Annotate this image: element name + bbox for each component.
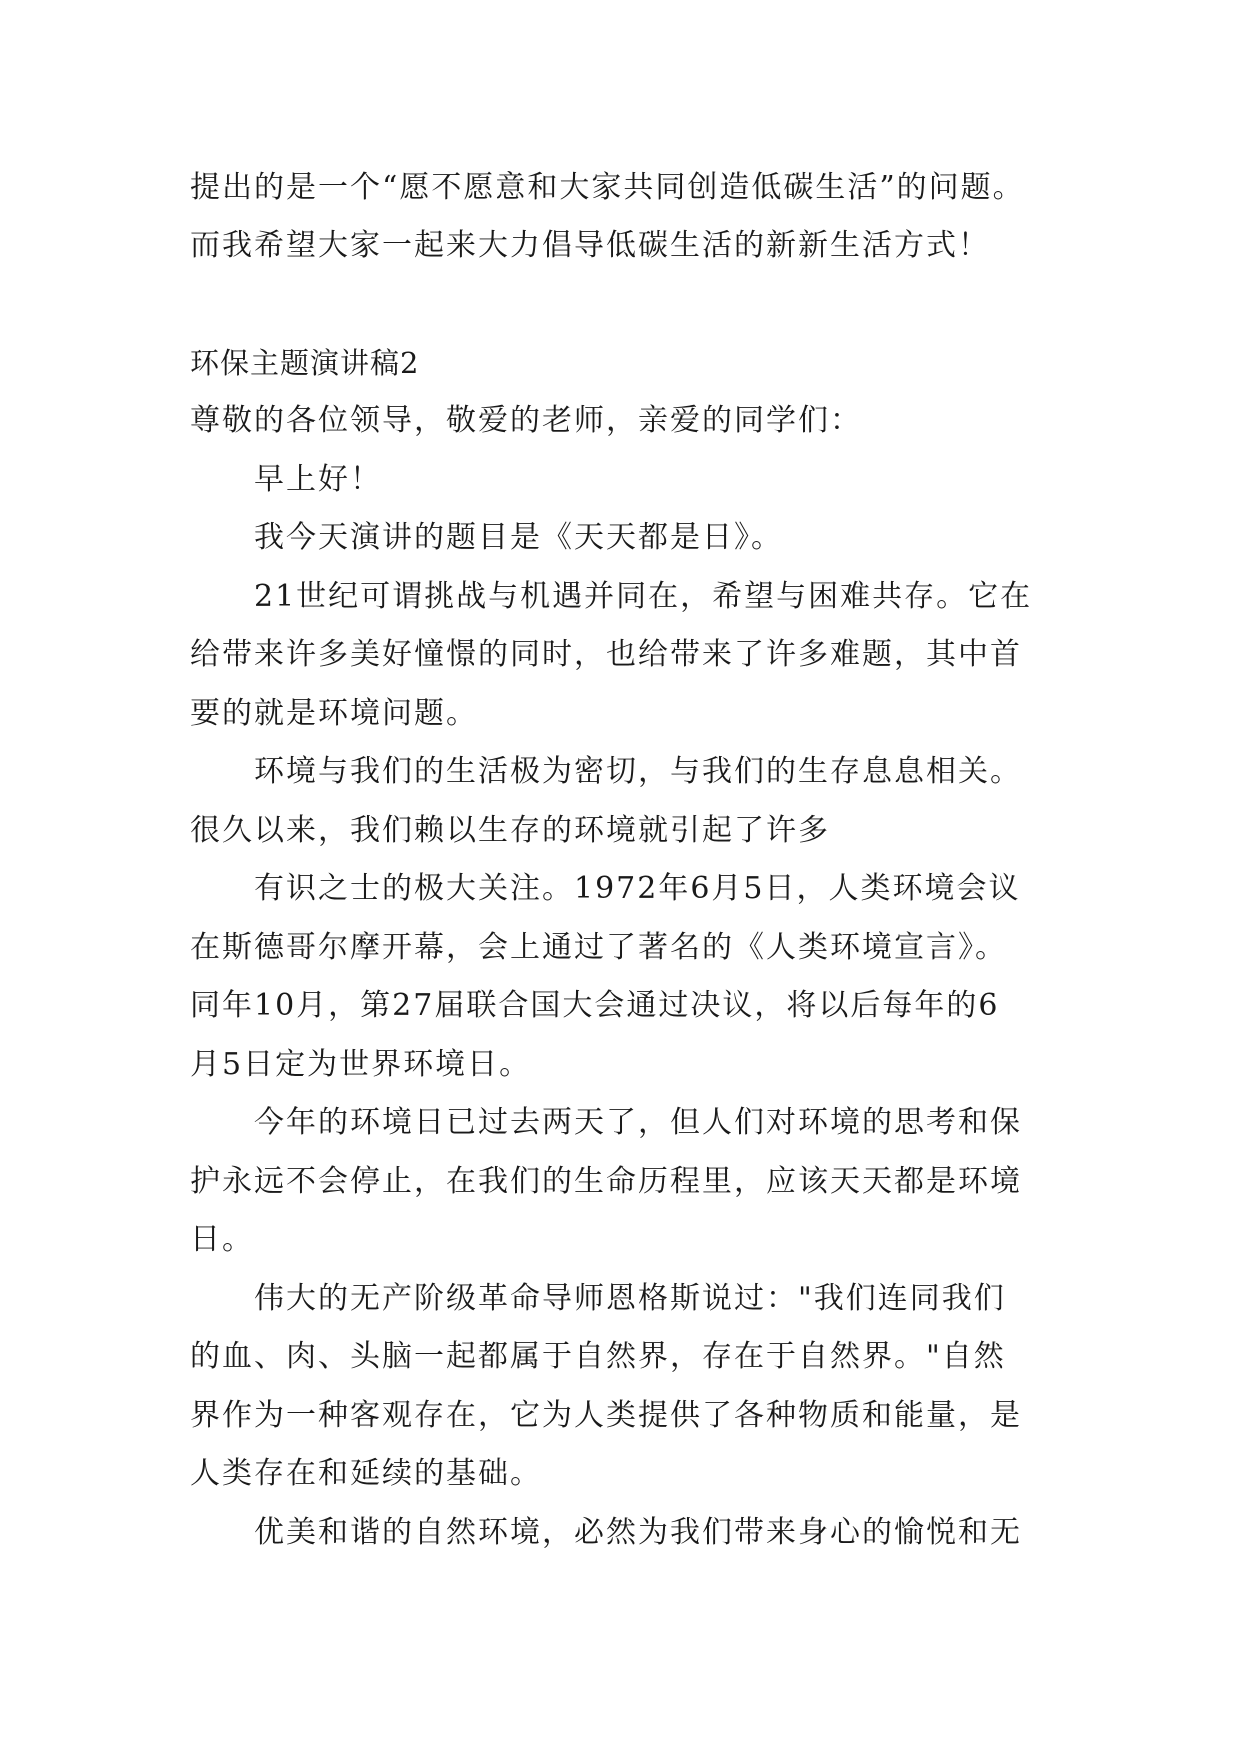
- text-line-18: 日。: [190, 1222, 254, 1257]
- speech-topic: 我今天演讲的题目是《天天都是日》。: [254, 520, 783, 555]
- text-line-13: 在斯德哥尔摩开幕，会上通过了著名的《人类环境宣言》。: [190, 930, 1007, 965]
- text-line-2: 而我希望大家一起来大力倡导低碳生活的新新生活方式！: [190, 228, 990, 263]
- section-title: 环保主题演讲稿2: [190, 346, 420, 380]
- text-line-23: 优美和谐的自然环境，必然为我们带来身心的愉悦和无: [254, 1515, 1022, 1550]
- text-line-12: 有识之士的极大关注。1972年6月5日，人类环境会议: [254, 871, 1021, 906]
- text-line-20: 的血、肉、头脑一起都属于自然界，存在于自然界。"自然: [190, 1339, 1006, 1374]
- text-line-14: 同年10月，第27届联合国大会通过决议，将以后每年的6: [190, 988, 1000, 1023]
- text-line-9: 要的就是环境问题。: [190, 696, 478, 731]
- text-line-22: 人类存在和延续的基础。: [190, 1456, 542, 1491]
- text-line-15: 月5日定为世界环境日。: [190, 1047, 532, 1082]
- text-line-10: 环境与我们的生活极为密切，与我们的生存息息相关。: [254, 754, 1022, 789]
- salutation: 尊敬的各位领导，敬爱的老师，亲爱的同学们：: [190, 403, 862, 438]
- greeting: 早上好！: [254, 462, 382, 497]
- text-line-16: 今年的环境日已过去两天了，但人们对环境的思考和保: [254, 1105, 1022, 1140]
- text-line-7: 21世纪可谓挑战与机遇并同在，希望与困难共存。它在: [254, 579, 1033, 614]
- text-line-19: 伟大的无产阶级革命导师恩格斯说过："我们连同我们: [254, 1281, 1006, 1316]
- text-line-8: 给带来许多美好憧憬的同时，也给带来了许多难题，其中首: [190, 637, 1022, 672]
- text-line-11: 很久以来，我们赖以生存的环境就引起了许多: [190, 813, 830, 848]
- text-line-1: 提出的是一个“愿不愿意和大家共同创造低碳生活”的问题。: [190, 170, 1025, 205]
- text-line-21: 界作为一种客观存在，它为人类提供了各种物质和能量，是: [190, 1398, 1022, 1433]
- text-line-17: 护永远不会停止，在我们的生命历程里，应该天天都是环境: [190, 1164, 1022, 1199]
